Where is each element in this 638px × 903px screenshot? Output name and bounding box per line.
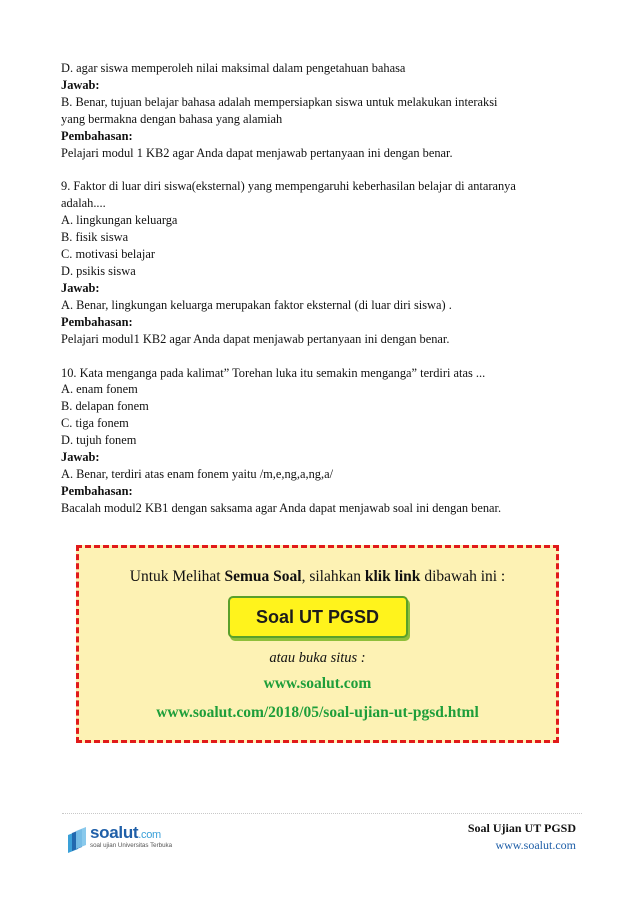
promo-bold-semua-soal: Semua Soal bbox=[224, 568, 302, 585]
promo-prefix: Untuk Melihat bbox=[129, 568, 225, 585]
promo-middle: , silahkan bbox=[301, 568, 365, 585]
text-line: A. Benar, lingkungan keluarga merupakan faktor eksternal (di luar diri siswa) . bbox=[61, 297, 452, 312]
text-line: C. motivasi belajar bbox=[61, 247, 155, 262]
logo-tagline: soal ujian Universitas Terbuka bbox=[90, 842, 173, 849]
text-line: D. tujuh fonem bbox=[61, 433, 137, 448]
text-line: D. agar siswa memperoleh nilai maksimal dalam pengetahuan bahasa bbox=[61, 61, 406, 75]
text-line: C. tiga fonem bbox=[61, 416, 129, 431]
section-label: Pembahasan: bbox=[61, 314, 133, 329]
text-line: 10. Kata menganga pada kalimat” Torehan luka itu semakin menganga” terdiri atas ... bbox=[61, 365, 486, 380]
promo-heading bbox=[79, 568, 556, 586]
soalut-logo bbox=[66, 823, 186, 855]
text-line: A. lingkungan keluarga bbox=[61, 213, 178, 228]
text-line: B. Benar, tujuan belajar bahasa adalah mempersiapkan siswa untuk melakukan interaksi bbox=[61, 94, 498, 109]
promo-alt-text: atau buka situs : bbox=[269, 650, 366, 666]
paragraph-gap bbox=[61, 161, 581, 178]
logo-wordmark: soalut.com bbox=[90, 823, 161, 842]
text-line: A. enam fonem bbox=[61, 382, 138, 397]
footer-info bbox=[468, 821, 576, 853]
book-stack-icon bbox=[66, 823, 88, 855]
text-line: adalah.... bbox=[61, 196, 106, 211]
promo-article-link[interactable]: www.soalut.com/2018/05/soal-ujian-ut-pgsd.html bbox=[156, 704, 479, 721]
promo-suffix: dibawah ini : bbox=[420, 568, 506, 585]
text-line: 9. Faktor di luar diri siswa(eksternal) yang mempengaruhi keberhasilan belajar di antaranya bbox=[61, 179, 516, 194]
text-line: B. fisik siswa bbox=[61, 230, 129, 245]
section-label: Pembahasan: bbox=[61, 483, 133, 498]
footer-divider bbox=[62, 813, 582, 814]
text-line: A. Benar, terdiri atas enam fonem yaitu /m,e,ng,a,ng,a/ bbox=[61, 466, 334, 481]
text-line: yang bermakna dengan bahasa yang alamiah bbox=[61, 111, 283, 126]
text-line: Bacalah modul2 KB1 dengan saksama agar Anda dapat menjawab soal ini dengan benar. bbox=[61, 500, 502, 515]
section-label: Jawab: bbox=[61, 450, 100, 465]
text-line: B. delapan fonem bbox=[61, 399, 149, 414]
footer-url[interactable]: www.soalut.com bbox=[495, 838, 576, 852]
document-body bbox=[61, 60, 581, 517]
promo-site-link[interactable]: www.soalut.com bbox=[263, 675, 372, 692]
text-line: D. psikis siswa bbox=[61, 263, 136, 278]
section-label: Pembahasan: bbox=[61, 128, 133, 143]
section-label: Jawab: bbox=[61, 280, 100, 295]
promo-box bbox=[76, 545, 559, 743]
text-line: Pelajari modul 1 KB2 agar Anda dapat menjawab pertanyaan ini dengan benar. bbox=[61, 145, 453, 160]
footer-title: Soal Ujian UT PGSD bbox=[467, 821, 576, 835]
promo-bold-klik-link: klik link bbox=[364, 568, 421, 585]
text-line: Pelajari modul1 KB2 agar Anda dapat menjawab pertanyaan ini dengan benar. bbox=[61, 331, 450, 346]
section-label: Jawab: bbox=[61, 77, 100, 92]
paragraph-gap bbox=[61, 348, 581, 365]
soal-ut-pgsd-button[interactable]: Soal UT PGSD bbox=[228, 596, 408, 638]
